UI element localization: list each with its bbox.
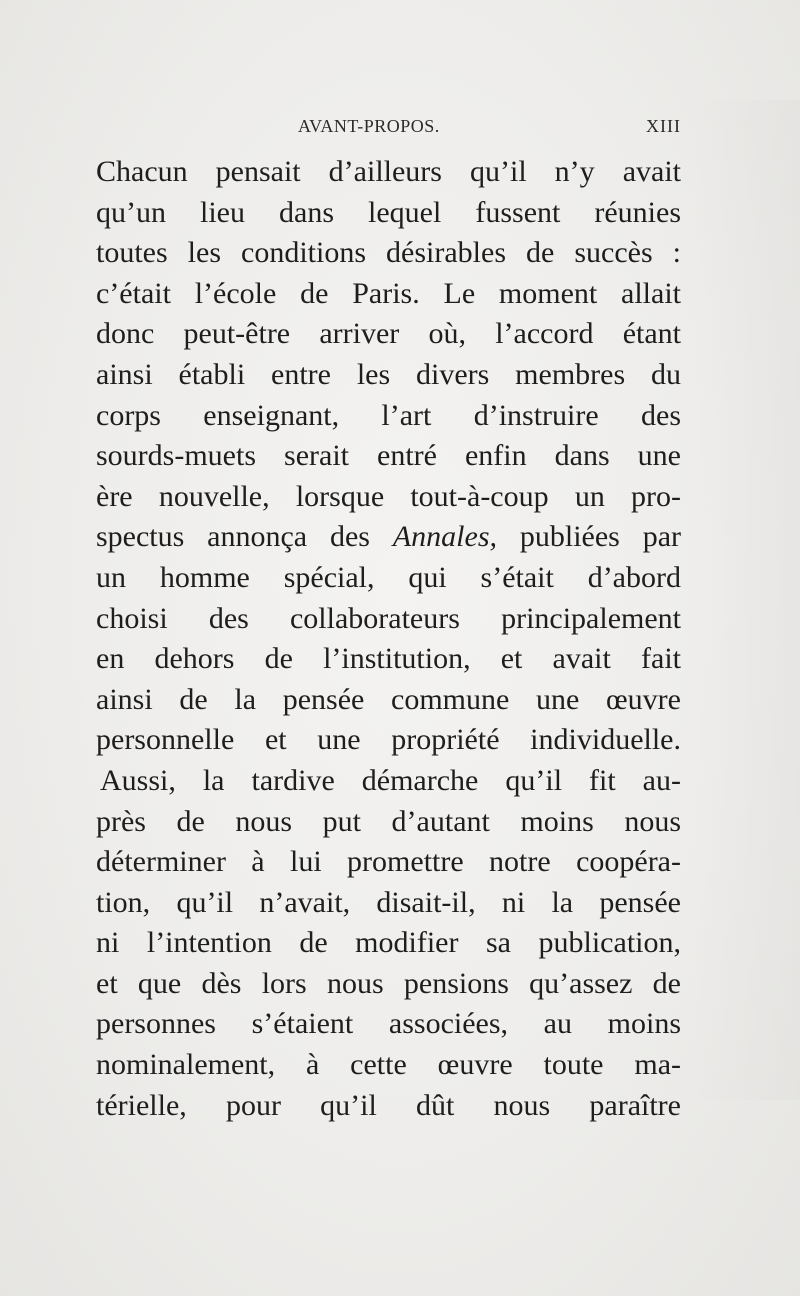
text-line xyxy=(96,680,681,721)
text-line xyxy=(96,802,681,843)
text-line xyxy=(96,964,681,1005)
text-segment: nominalement, à cette œuvre toute ma- xyxy=(96,1048,681,1082)
text-segment: près de nous put d’autant moins nous xyxy=(96,804,681,838)
text-line xyxy=(96,355,681,396)
text-segment: qu’un lieu dans lequel fussent réunies xyxy=(96,195,681,229)
text-line xyxy=(96,436,681,477)
text-line xyxy=(96,274,681,315)
text-segment: toutes les conditions désirables de succès : xyxy=(96,236,681,270)
text-segment: et que dès lors nous pensions qu’assez de xyxy=(96,966,681,1000)
text-segment: ainsi de la pensée commune une œuvre xyxy=(96,682,681,716)
text-segment: spectus annonça des xyxy=(96,520,393,554)
text-line xyxy=(96,517,681,558)
text-line xyxy=(96,599,681,640)
text-segment: choisi des collaborateurs principalement xyxy=(96,601,681,635)
text-line xyxy=(96,883,681,924)
text-segment: ère nouvelle, lorsque tout-à-coup un pro- xyxy=(96,479,681,513)
text-line xyxy=(96,842,681,883)
text-segment: en dehors de l’institution, et avait fait xyxy=(96,642,681,676)
text-line xyxy=(96,1004,681,1045)
text-line xyxy=(96,720,681,761)
body-text xyxy=(96,152,681,1126)
text-segment: c’était l’école de Paris. Le moment allait xyxy=(96,276,681,310)
text-segment: Chacun pensait d’ailleurs qu’il n’y avait xyxy=(96,155,681,188)
text-segment: déterminer à lui promettre notre coopéra- xyxy=(96,845,681,879)
text-line xyxy=(96,477,681,518)
text-line xyxy=(96,233,681,274)
text-line xyxy=(96,314,681,355)
text-segment: ni l’intention de modifier sa publication, xyxy=(96,926,681,960)
text-segment: donc peut-être arriver où, l’accord étant xyxy=(96,317,681,351)
text-line xyxy=(96,639,681,680)
running-head: AVANT-PROPOS. xyxy=(298,116,440,136)
text-line xyxy=(96,558,681,599)
text-line xyxy=(96,1045,681,1086)
text-segment: sourds-muets serait entré enfin dans une xyxy=(96,439,681,473)
text-line xyxy=(96,193,681,234)
text-segment: térielle, pour qu’il dût nous paraître xyxy=(96,1088,681,1122)
text-segment: un homme spécial, qui s’était d’abord xyxy=(96,560,681,594)
text-line xyxy=(96,396,681,437)
text-line xyxy=(96,1086,681,1127)
page-number: XIII xyxy=(646,116,681,136)
text-segment: personnelle et une propriété individuelle. xyxy=(96,723,681,757)
text-segment: corps enseignant, l’art d’instruire des xyxy=(96,398,681,432)
text-line xyxy=(96,152,681,193)
text-line xyxy=(96,923,681,964)
page-header xyxy=(96,116,681,140)
show-through-shading xyxy=(690,100,800,1100)
text-segment: Aussi, la tardive démarche qu’il fit au- xyxy=(100,763,681,797)
text-line xyxy=(96,761,681,802)
text-segment: ainsi établi entre les divers membres du xyxy=(96,357,681,391)
italic-text-segment: Annales, xyxy=(392,520,497,554)
text-segment: publiées par xyxy=(497,520,681,554)
text-segment: tion, qu’il n’avait, disait-il, ni la pensée xyxy=(96,885,681,919)
text-segment: personnes s’étaient associées, au moins xyxy=(96,1007,681,1041)
